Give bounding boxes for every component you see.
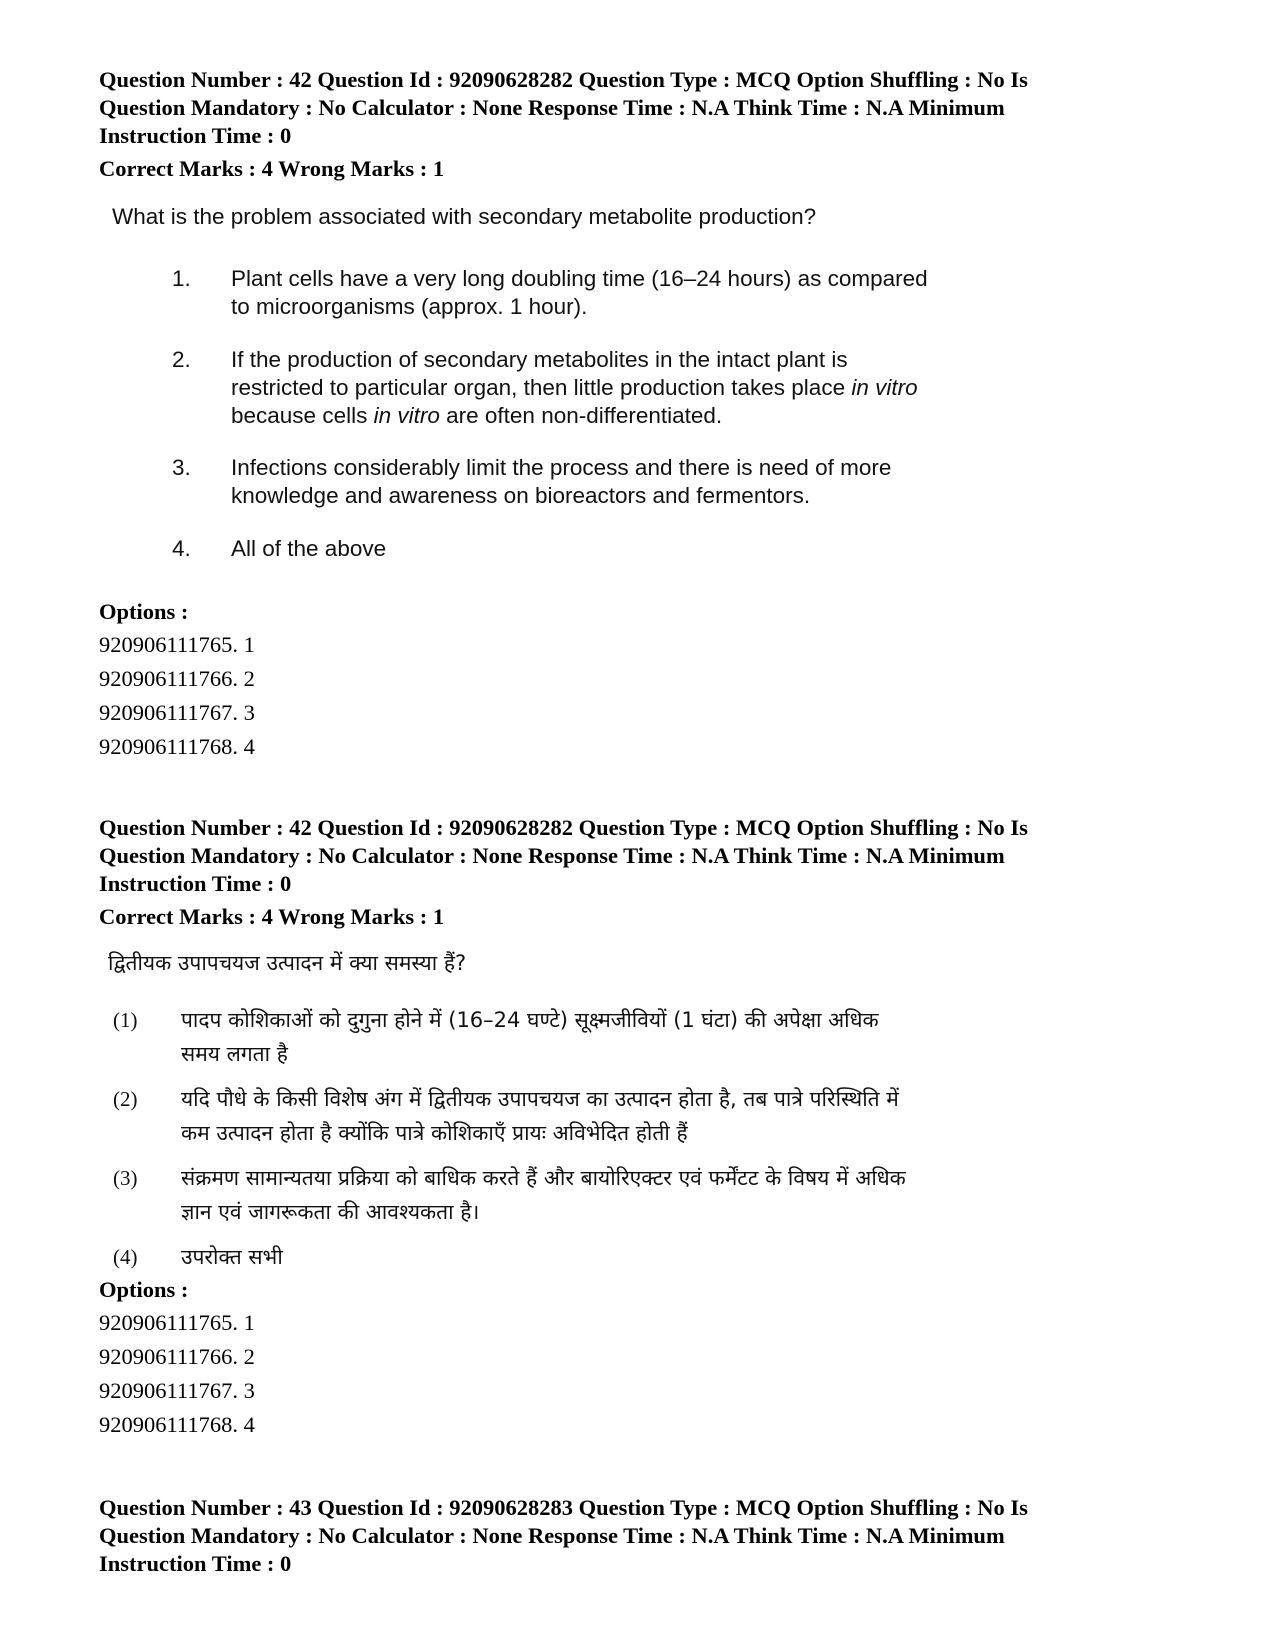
choice-number: 1. <box>172 266 191 291</box>
choice-line: restricted to particular organ, then little production takes place in vitro <box>231 375 918 400</box>
choice-line: to microorganisms (approx. 1 hour). <box>231 294 588 319</box>
question-meta <box>99 1494 1179 1578</box>
choice-line: कम उत्पादन होता है क्योंकि पात्रे कोशिकाएँ प्रायः अविभेदित होती हैं <box>181 1121 688 1145</box>
choice-text <box>181 1082 1051 1150</box>
option-item: 920906111765. 1 <box>99 632 255 657</box>
choice-line: If the production of secondary metabolites in the intact plant is <box>231 347 848 372</box>
meta-line: Instruction Time : 0 <box>99 123 292 148</box>
choice-text <box>181 1161 1051 1229</box>
choice-text <box>231 535 1001 563</box>
marks-line: Correct Marks : 4 Wrong Marks : 1 <box>99 904 445 929</box>
question-image-english <box>112 203 1012 561</box>
choice-line: knowledge and awareness on bioreactors and fermentors. <box>231 483 811 508</box>
option-item: 920906111766. 2 <box>99 666 255 691</box>
meta-line: Question Number : 42 Question Id : 92090628282 Question Type : MCQ Option Shuffling : No Is <box>99 815 1028 840</box>
choice-line: Infections considerably limit the process and there is need of more <box>231 455 892 480</box>
choice-text <box>231 454 1001 510</box>
choice-line: पादप कोशिकाओं को दुगुना होने में (16–24 घण्टे) सूक्ष्मजीवियों (1 घंटा) की अपेक्षा अधिक <box>181 1008 879 1032</box>
choice-line: संक्रमण सामान्यतया प्रक्रिया को बाधिक करते हैं और बायोरिएक्टर एवं फर्मेंटट के विषय में अधिक <box>181 1166 906 1190</box>
meta-line: Question Number : 43 Question Id : 92090628283 Question Type : MCQ Option Shuffling : No Is <box>99 1495 1028 1520</box>
meta-line: Question Number : 42 Question Id : 92090628282 Question Type : MCQ Option Shuffling : No Is <box>99 67 1028 92</box>
option-item: 920906111767. 3 <box>99 700 255 725</box>
choice-number: 2. <box>172 347 191 372</box>
choice-text <box>231 265 1001 321</box>
choice-number: (1) <box>113 1008 138 1032</box>
choice-line: Plant cells have a very long doubling time (16–24 hours) as compared <box>231 266 928 291</box>
question-meta <box>99 66 1179 150</box>
option-item: 920906111767. 3 <box>99 1378 255 1403</box>
choice-number: (2) <box>113 1087 138 1111</box>
meta-line: Instruction Time : 0 <box>99 1551 292 1576</box>
question-stem: What is the problem associated with secondary metabolite production? <box>112 204 817 229</box>
choice-line: समय लगता है <box>181 1042 288 1066</box>
question-meta <box>99 814 1179 898</box>
question-image-hindi <box>108 948 1058 1269</box>
choice-number: 3. <box>172 455 191 480</box>
choice-line: All of the above <box>231 536 387 561</box>
option-item: 920906111768. 4 <box>99 1412 255 1437</box>
meta-line: Instruction Time : 0 <box>99 871 292 896</box>
choice-text <box>181 1240 1051 1274</box>
option-item: 920906111765. 1 <box>99 1310 255 1335</box>
choice-line: उपरोक्त सभी <box>181 1245 283 1269</box>
options-heading: Options : <box>99 1277 189 1302</box>
options-list <box>99 1309 255 1445</box>
choice-number: (3) <box>113 1166 138 1190</box>
choice-number: (4) <box>113 1245 138 1269</box>
choice-line: यदि पौधे के किसी विशेष अंग में द्वितीयक उपापचयज का उत्पादन होता है, तब पात्रे परिस्थिति में <box>181 1087 899 1111</box>
meta-line: Question Mandatory : No Calculator : None Response Time : N.A Think Time : N.A Minimum <box>99 1523 1005 1548</box>
option-item: 920906111768. 4 <box>99 734 255 759</box>
question-stem: द्वितीयक उपापचयज उत्पादन में क्या समस्या हैं? <box>108 951 467 975</box>
meta-line: Question Mandatory : No Calculator : None Response Time : N.A Think Time : N.A Minimum <box>99 843 1005 868</box>
marks-line: Correct Marks : 4 Wrong Marks : 1 <box>99 156 445 181</box>
meta-line: Question Mandatory : No Calculator : None Response Time : N.A Think Time : N.A Minimum <box>99 95 1005 120</box>
option-item: 920906111766. 2 <box>99 1344 255 1369</box>
choice-text <box>231 346 1001 430</box>
choice-text <box>181 1003 1051 1071</box>
options-list <box>99 631 255 767</box>
options-heading: Options : <box>99 599 189 624</box>
choice-line: ज्ञान एवं जागरूकता की आवश्यकता है। <box>181 1200 480 1224</box>
choice-line: because cells in vitro are often non-differentiated. <box>231 403 723 428</box>
choice-number: 4. <box>172 536 191 561</box>
